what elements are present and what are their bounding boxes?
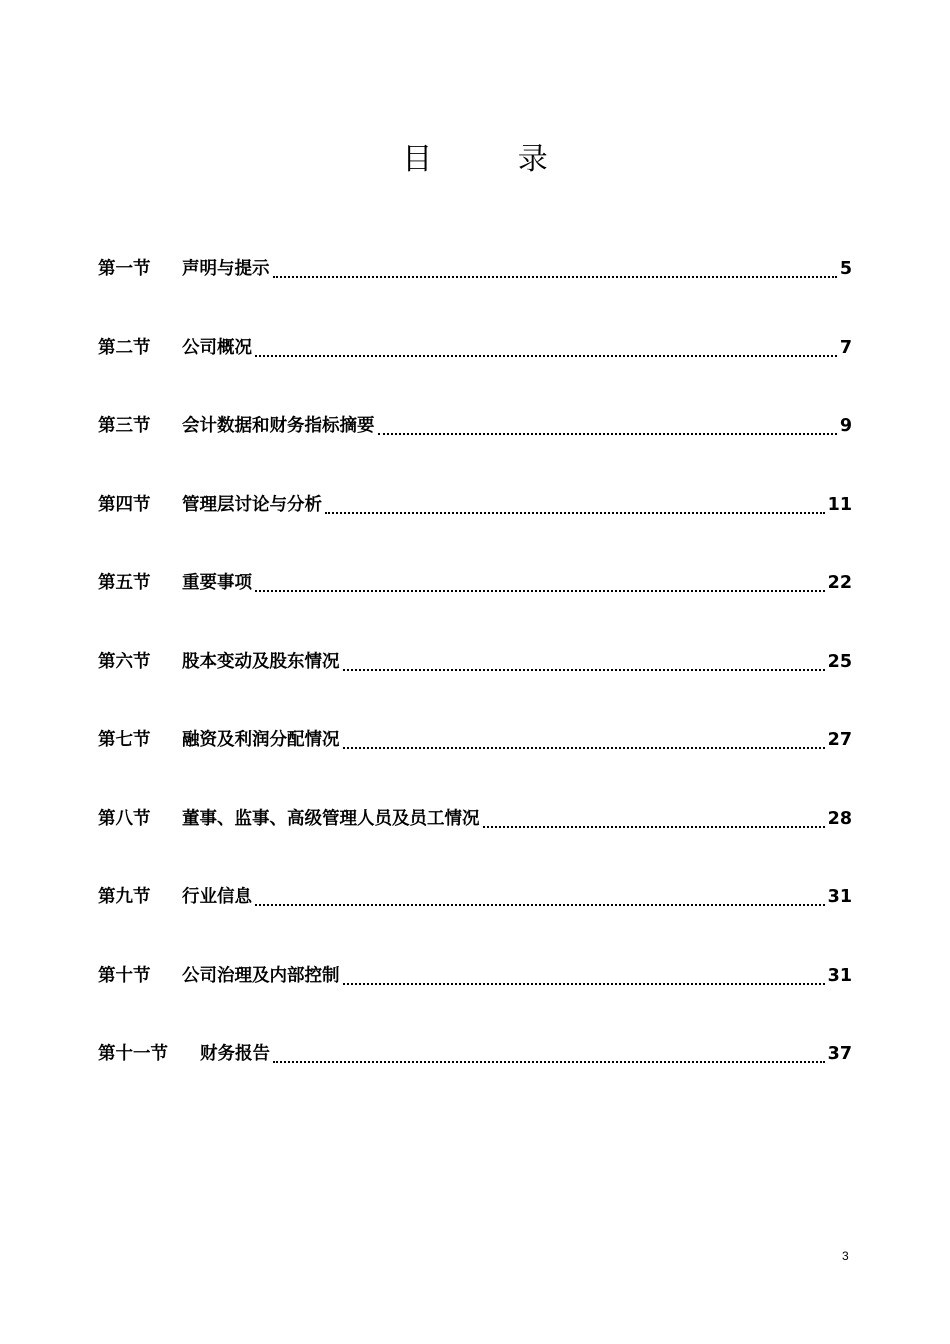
- toc-dot-leader: [255, 904, 825, 906]
- toc-section-number: 第七节: [98, 730, 151, 750]
- toc-section-number: 第三节: [98, 416, 151, 436]
- toc-page-number: 9: [839, 416, 852, 436]
- toc-section-title: 公司治理及内部控制: [182, 965, 340, 986]
- toc-section-title: 行业信息: [182, 887, 252, 907]
- toc-entry[interactable]: [98, 800, 852, 838]
- toc-dot-leader: [273, 276, 837, 278]
- toc-dot-leader: [255, 590, 825, 592]
- toc-section-title: 股本变动及股东情况: [182, 651, 340, 672]
- toc-entry[interactable]: [98, 721, 852, 759]
- page-title: 目 录: [402, 142, 586, 178]
- toc-section-number: 第五节: [98, 573, 151, 593]
- toc-entry[interactable]: [98, 407, 852, 445]
- toc-dot-leader: [325, 512, 825, 514]
- toc-section-title: 重要事项: [182, 573, 252, 593]
- toc-section-number: 第一节: [98, 259, 151, 279]
- toc-section-number: 第六节: [98, 651, 151, 672]
- toc-section-number: 第二节: [98, 337, 151, 358]
- page-number: 3: [842, 1249, 849, 1263]
- toc-dot-leader: [483, 826, 825, 828]
- toc-page-number: 27: [827, 730, 852, 750]
- toc-section-title: 会计数据和财务指标摘要: [182, 416, 375, 436]
- toc-section-title: 融资及利润分配情况: [182, 730, 340, 750]
- toc-dot-leader: [343, 669, 825, 671]
- toc-entry[interactable]: [98, 643, 852, 681]
- toc-page-number: 28: [827, 808, 852, 829]
- toc-entry[interactable]: [98, 878, 852, 916]
- toc-section-number: 第四节: [98, 494, 151, 515]
- toc-section-number: 第十节: [98, 965, 151, 986]
- toc-page-number: 11: [827, 494, 852, 515]
- toc-page-number: 31: [827, 965, 852, 986]
- toc-entry[interactable]: [98, 564, 852, 602]
- toc-section-number: 第八节: [98, 808, 151, 829]
- toc-entry[interactable]: [98, 957, 852, 995]
- toc-page-number: 22: [827, 573, 852, 593]
- toc-page-number: 7: [839, 337, 852, 358]
- toc-section-number: 第十一节: [98, 1044, 168, 1064]
- toc-dot-leader: [343, 747, 825, 749]
- toc-section-title: 管理层讨论与分析: [182, 494, 322, 515]
- toc-entry[interactable]: [98, 250, 852, 288]
- toc-entry[interactable]: [98, 1035, 852, 1073]
- toc-section-title: 公司概况: [182, 337, 252, 358]
- table-of-contents: [98, 250, 852, 1114]
- toc-entry[interactable]: [98, 486, 852, 524]
- toc-dot-leader: [255, 355, 837, 357]
- toc-page-number: 31: [827, 887, 852, 907]
- toc-section-title: 声明与提示: [182, 259, 270, 279]
- toc-section-number: 第九节: [98, 887, 151, 907]
- toc-dot-leader: [378, 433, 837, 435]
- toc-section-title: 财务报告: [200, 1044, 270, 1064]
- toc-dot-leader: [343, 983, 825, 985]
- toc-page-number: 25: [827, 651, 852, 672]
- toc-section-title: 董事、监事、高级管理人员及员工情况: [182, 808, 480, 829]
- toc-dot-leader: [273, 1061, 825, 1063]
- toc-page-number: 5: [839, 259, 852, 279]
- toc-page-number: 37: [827, 1044, 852, 1064]
- toc-entry[interactable]: [98, 329, 852, 367]
